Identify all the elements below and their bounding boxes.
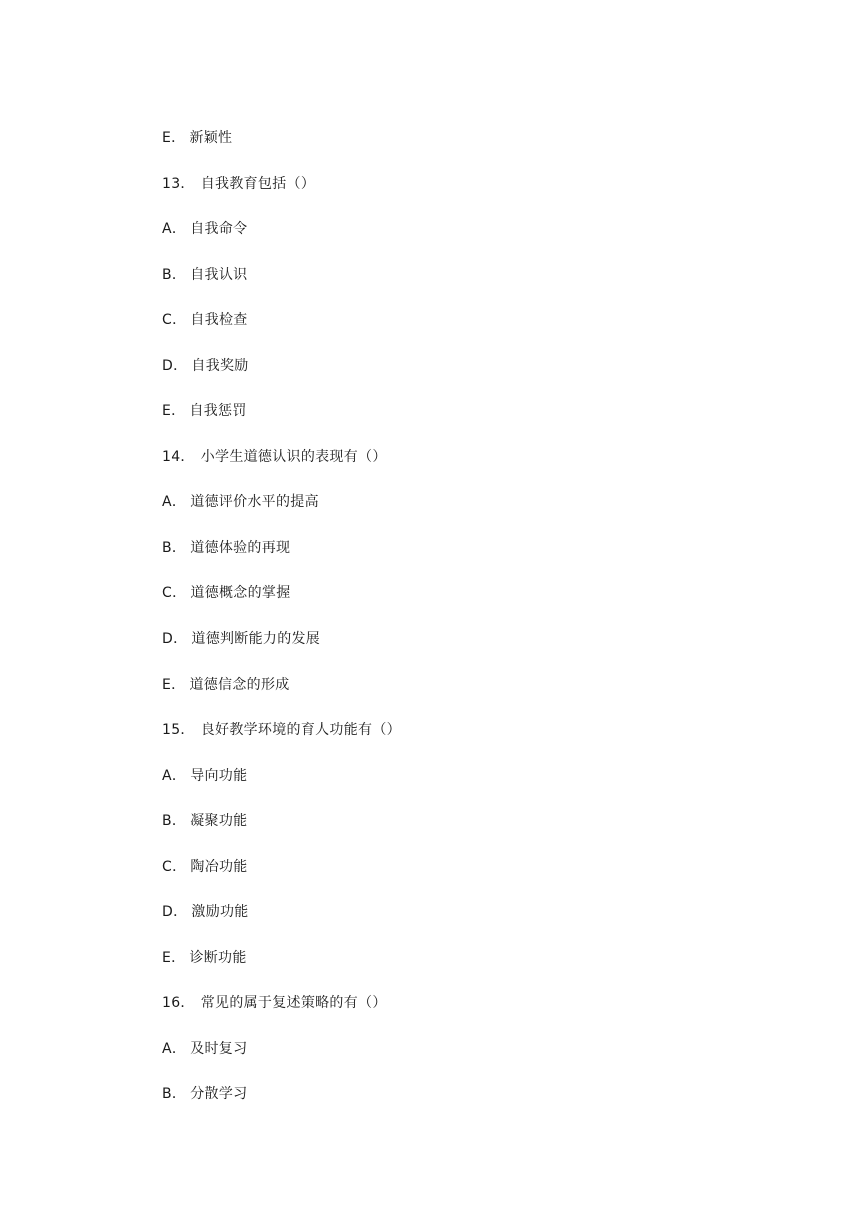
answer-option: [162, 1039, 802, 1085]
answer-option: [162, 1084, 802, 1130]
option-letter: D．: [162, 357, 188, 374]
question-number: 15．: [162, 722, 195, 739]
answer-option: [162, 811, 802, 857]
question-number: 16．: [162, 995, 195, 1012]
option-letter: E．: [162, 130, 186, 146]
question-list: [162, 128, 802, 1130]
option-letter: B．: [162, 1086, 187, 1103]
option-text: 自我命令: [190, 221, 248, 238]
option-letter: C．: [162, 312, 187, 329]
question-stem: [162, 447, 802, 493]
option-letter: A．: [162, 767, 187, 784]
question-text: 自我教育包括（）: [200, 175, 316, 192]
option-text: 道德评价水平的提高: [190, 494, 319, 511]
answer-option: [162, 128, 802, 174]
answer-option: [162, 675, 802, 721]
question-text: 常见的属于复述策略的有（）: [200, 995, 387, 1012]
option-letter: A．: [162, 494, 187, 511]
question-stem: [162, 174, 802, 220]
option-letter: A．: [162, 1040, 187, 1057]
answer-option: [162, 219, 802, 265]
option-text: 自我检查: [190, 312, 248, 329]
question-stem: [162, 993, 802, 1039]
option-letter: E．: [162, 676, 186, 693]
option-text: 陶冶功能: [190, 858, 248, 875]
option-letter: B．: [162, 539, 187, 556]
question-stem: [162, 720, 802, 766]
option-text: 道德概念的掌握: [190, 585, 291, 602]
option-letter: D．: [162, 904, 188, 921]
question-text: 小学生道德认识的表现有（）: [200, 448, 387, 465]
option-text: 诊断功能: [189, 949, 247, 966]
option-text: 凝聚功能: [190, 813, 248, 830]
question-text: 良好教学环境的育人功能有（）: [200, 722, 401, 739]
option-text: 导向功能: [190, 767, 248, 784]
option-text: 激励功能: [191, 904, 249, 921]
option-text: 自我认识: [190, 266, 248, 283]
option-letter: A．: [162, 221, 187, 238]
option-letter: C．: [162, 585, 187, 602]
option-text: 自我奖励: [191, 357, 249, 374]
option-text: 道德体验的再现: [190, 539, 291, 556]
answer-option: [162, 902, 802, 948]
answer-option: [162, 583, 802, 629]
answer-option: [162, 356, 802, 402]
answer-option: [162, 310, 802, 356]
option-letter: B．: [162, 266, 187, 283]
option-letter: E．: [162, 949, 186, 966]
option-text: 自我惩罚: [189, 403, 247, 420]
option-letter: D．: [162, 631, 188, 648]
option-text: 道德判断能力的发展: [191, 631, 321, 648]
answer-option: [162, 538, 802, 584]
question-number: 14．: [162, 448, 195, 465]
answer-option: [162, 857, 802, 903]
option-letter: E．: [162, 403, 186, 420]
answer-option: [162, 629, 802, 675]
option-text: 道德信念的形成: [189, 676, 290, 693]
answer-option: [162, 766, 802, 812]
answer-option: [162, 492, 802, 538]
option-text: 新颖性: [189, 130, 233, 146]
answer-option: [162, 401, 802, 447]
answer-option: [162, 265, 802, 311]
option-letter: B．: [162, 813, 187, 830]
option-text: 分散学习: [190, 1086, 248, 1103]
question-number: 13．: [162, 175, 195, 192]
option-text: 及时复习: [190, 1040, 248, 1057]
answer-option: [162, 948, 802, 994]
option-letter: C．: [162, 858, 187, 875]
